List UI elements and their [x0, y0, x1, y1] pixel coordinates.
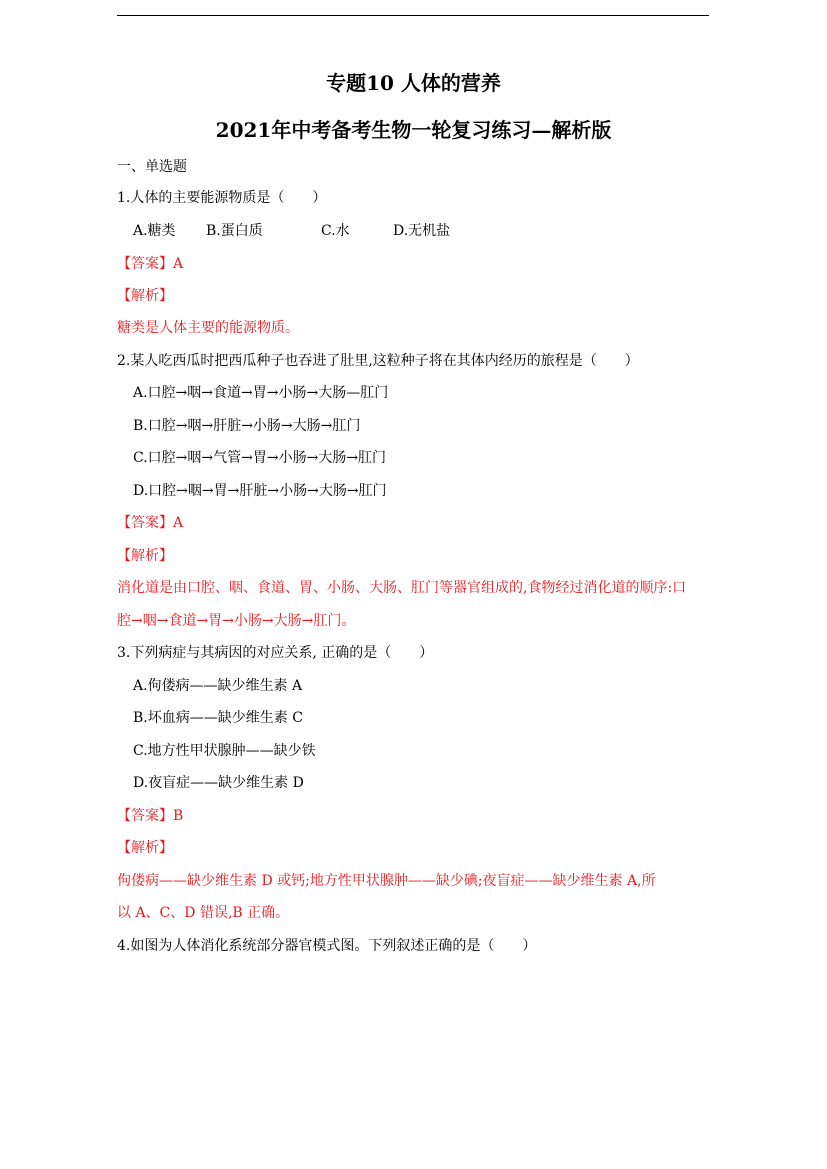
question-3-option-b: B.坏血病——缺少维生素 C — [133, 710, 303, 726]
answer-label: 【答案】 — [117, 808, 173, 824]
question-1-options — [133, 221, 533, 241]
question-2-option-a: A.口腔→咽→食道→胃→小肠→大肠—肛门 — [133, 385, 389, 401]
header-rule — [117, 15, 709, 16]
question-1-option-b: B.蛋白质 — [206, 223, 263, 239]
document-subtitle: 2021年中考备考生物一轮复习练习—解析版 — [215, 118, 612, 142]
answer-value: B — [173, 808, 184, 824]
question-3-analysis-line-1: 佝偻病——缺少维生素 D 或钙;地方性甲状腺肿——缺少碘;夜盲症——缺少维生素 A,所 — [117, 873, 656, 889]
question-2-analysis-line-1: 消化道是由口腔、咽、食道、胃、小肠、大肠、肛门等器官组成的,食物经过消化道的顺序:口 — [117, 580, 687, 596]
question-3-analysis-label: 【解析】 — [117, 840, 173, 856]
answer-label: 【答案】 — [117, 256, 173, 272]
question-1-stem: 1.人体的主要能源物质是（ ） — [117, 190, 327, 206]
question-1-analysis-label: 【解析】 — [117, 288, 173, 304]
question-1-option-c: C.水 — [321, 223, 350, 239]
question-2-option-c: C.口腔→咽→气管→胃→小肠→大肠→肛门 — [133, 450, 387, 466]
question-3-answer — [117, 806, 183, 826]
question-4-stem: 4.如图为人体消化系统部分器官模式图。下列叙述正确的是（ ） — [117, 938, 537, 954]
question-3-stem: 3.下列病症与其病因的对应关系, 正确的是（ ） — [117, 645, 434, 661]
section-heading: 一、单选题 — [117, 159, 187, 175]
question-1-answer — [117, 254, 183, 274]
question-2-analysis-label: 【解析】 — [117, 548, 173, 564]
document-title: 专题10 人体的营养 — [326, 71, 501, 95]
answer-value: A — [173, 515, 184, 531]
question-3-option-c: C.地方性甲状腺肿——缺少铁 — [133, 743, 316, 759]
question-3-analysis-line-2: 以 A、C、D 错误,B 正确。 — [117, 905, 290, 921]
question-3-option-a: A.佝偻病——缺少维生素 A — [133, 678, 303, 694]
question-1-analysis: 糖类是人体主要的能源物质。 — [117, 320, 299, 336]
question-3-option-d: D.夜盲症——缺少维生素 D — [133, 775, 304, 791]
question-2-stem: 2.某人吃西瓜时把西瓜种子也吞进了肚里,这粒种子将在其体内经历的旅程是（ ） — [117, 353, 639, 369]
question-1-option-a: A.糖类 — [133, 223, 176, 239]
question-2-analysis-line-2: 腔→咽→食道→胃→小肠→大肠→肛门。 — [117, 613, 356, 629]
question-1-option-d: D.无机盐 — [393, 223, 451, 239]
question-2-answer — [117, 513, 183, 533]
question-2-option-b: B.口腔→咽→肝脏→小肠→大肠→肛门 — [133, 418, 361, 434]
answer-label: 【答案】 — [117, 515, 173, 531]
question-2-option-d: D.口腔→咽→胃→肝脏→小肠→大肠→肛门 — [133, 483, 387, 499]
answer-value: A — [173, 256, 184, 272]
